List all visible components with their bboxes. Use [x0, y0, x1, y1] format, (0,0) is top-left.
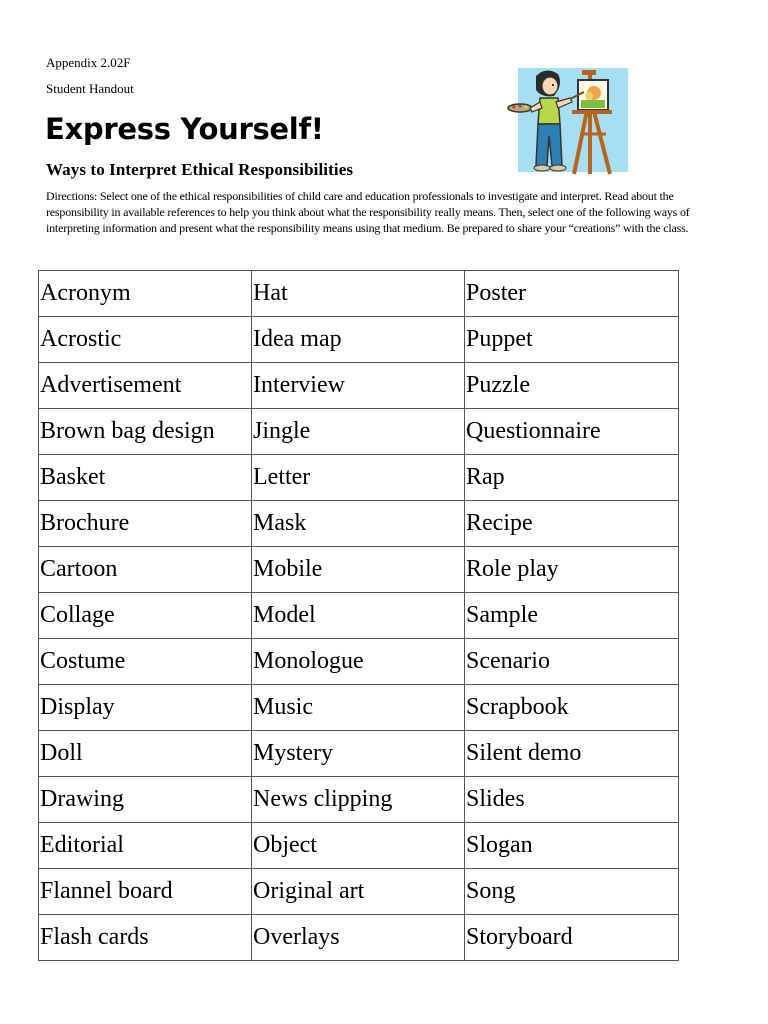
table-cell: Monologue — [252, 639, 465, 685]
table-cell: Idea map — [252, 317, 465, 363]
table-cell: Brown bag design — [39, 409, 252, 455]
table-cell: Silent demo — [465, 731, 679, 777]
table-cell: Mobile — [252, 547, 465, 593]
table-cell: Mask — [252, 501, 465, 547]
table-cell: Questionnaire — [465, 409, 679, 455]
table-cell: Drawing — [39, 777, 252, 823]
table-cell: Basket — [39, 455, 252, 501]
table-cell: Song — [465, 869, 679, 915]
page-title: Express Yourself! — [45, 112, 324, 146]
table-cell: Letter — [252, 455, 465, 501]
table-cell: Poster — [465, 271, 679, 317]
table-row — [39, 915, 679, 961]
table-cell: Doll — [39, 731, 252, 777]
table-row — [39, 363, 679, 409]
table-row — [39, 639, 679, 685]
table-cell: Puzzle — [465, 363, 679, 409]
table-cell: Display — [39, 685, 252, 731]
table-cell: Editorial — [39, 823, 252, 869]
table-cell: Puppet — [465, 317, 679, 363]
table-cell: Costume — [39, 639, 252, 685]
table-row — [39, 409, 679, 455]
table-cell: Slides — [465, 777, 679, 823]
table-cell: Recipe — [465, 501, 679, 547]
clipart-background — [518, 68, 628, 172]
table-row — [39, 593, 679, 639]
table-cell: Sample — [465, 593, 679, 639]
table-cell: Slogan — [465, 823, 679, 869]
table-cell: Storyboard — [465, 915, 679, 961]
table-row — [39, 731, 679, 777]
table-cell: Overlays — [252, 915, 465, 961]
table-cell: Original art — [252, 869, 465, 915]
table-cell: Flash cards — [39, 915, 252, 961]
table-cell: Model — [252, 593, 465, 639]
table-cell: Mystery — [252, 731, 465, 777]
page-subtitle: Ways to Interpret Ethical Responsibilities — [46, 160, 354, 179]
table-cell: Flannel board — [39, 869, 252, 915]
table-cell: Collage — [39, 593, 252, 639]
table-cell: Advertisement — [39, 363, 252, 409]
table-row — [39, 501, 679, 547]
table-row — [39, 823, 679, 869]
table-row — [39, 271, 679, 317]
table-cell: Acrostic — [39, 317, 252, 363]
table-cell: Music — [252, 685, 465, 731]
table-cell: Jingle — [252, 409, 465, 455]
table-row — [39, 777, 679, 823]
appendix-label: Appendix 2.02F — [46, 55, 131, 70]
painter-at-easel-icon — [506, 66, 634, 178]
ways-table — [38, 270, 679, 961]
ways-table-body — [39, 271, 679, 961]
table-cell: News clipping — [252, 777, 465, 823]
table-row — [39, 547, 679, 593]
directions-paragraph: Directions: Select one of the ethical responsibilities of child care and education professionals to investigate and interpret. Read about the responsibility in available references to help you think about what the responsibility really means. Then, select one of the following ways of interpreting information and present what the responsibility means using that medium. Be prepared to share your “creations” with the class. — [46, 189, 690, 235]
handout-label: Student Handout — [46, 81, 134, 96]
table-cell: Role play — [465, 547, 679, 593]
table-cell: Scrapbook — [465, 685, 679, 731]
table-cell: Acronym — [39, 271, 252, 317]
table-cell: Brochure — [39, 501, 252, 547]
table-row — [39, 685, 679, 731]
table-row — [39, 455, 679, 501]
table-cell: Hat — [252, 271, 465, 317]
table-row — [39, 869, 679, 915]
table-row — [39, 317, 679, 363]
table-cell: Rap — [465, 455, 679, 501]
table-cell: Cartoon — [39, 547, 252, 593]
table-cell: Object — [252, 823, 465, 869]
table-cell: Scenario — [465, 639, 679, 685]
table-cell: Interview — [252, 363, 465, 409]
palette-icon — [508, 104, 532, 112]
